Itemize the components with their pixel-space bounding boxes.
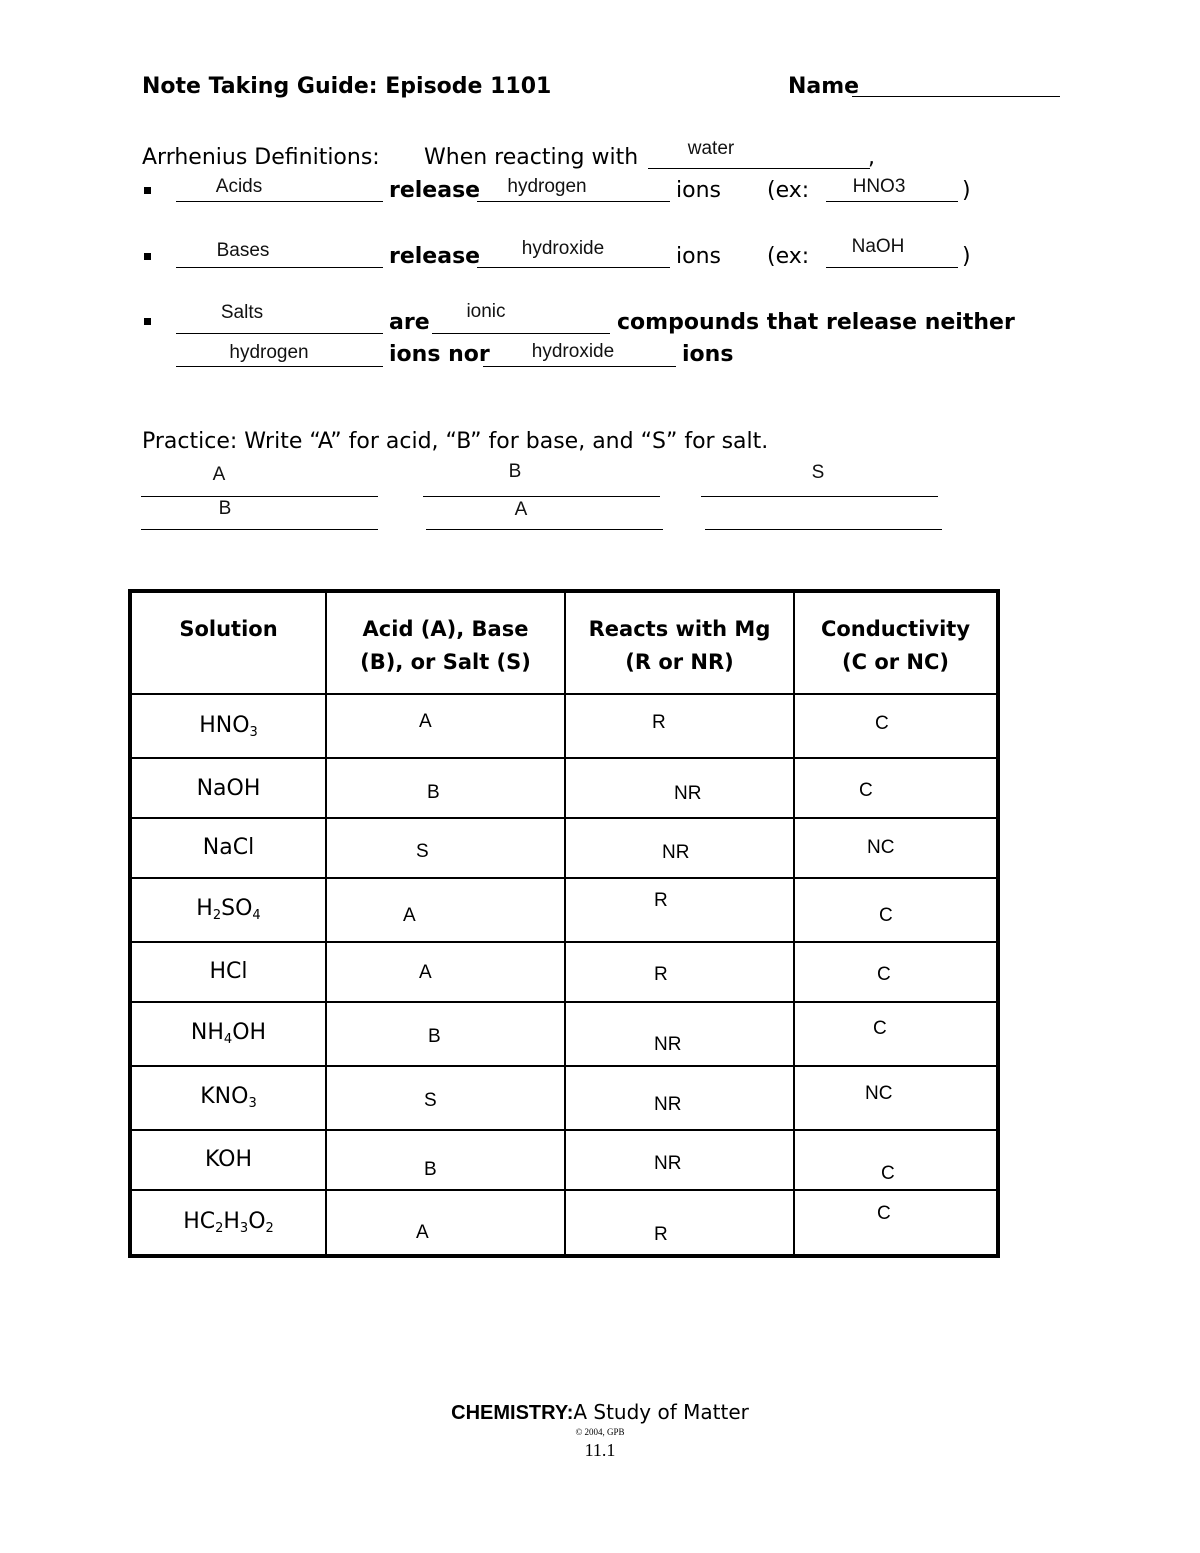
salts-end: ions: [682, 342, 734, 367]
footer-copyright: © 2004, GPB: [575, 1427, 625, 1437]
mg-cell: R: [565, 1190, 794, 1256]
bases-ion: hydroxide: [521, 238, 605, 259]
solution-cell: NaOH: [130, 758, 326, 818]
table-header-row: [130, 591, 998, 694]
conductivity-cell: NC: [794, 1066, 998, 1130]
bases-ions-word: ions: [676, 244, 721, 269]
mg-cell: NR: [565, 1002, 794, 1066]
salts-type-blank: [432, 333, 610, 334]
salts-term-blank: [176, 333, 383, 334]
bases-example-blank: [826, 267, 958, 268]
mg-cell: NR: [565, 1066, 794, 1130]
bullet-bases: [144, 253, 151, 260]
solution-cell: HCl: [130, 942, 326, 1002]
mg-cell: NR: [565, 818, 794, 878]
table-row: [130, 758, 998, 818]
type-cell: B: [326, 1130, 565, 1190]
acids-example: HNO3: [852, 176, 906, 197]
header-type: Acid (A), Base (B), or Salt (S): [326, 591, 565, 694]
bases-term: Bases: [216, 240, 270, 261]
acids-ex-open: (ex:: [767, 178, 810, 203]
table-row: [130, 878, 998, 942]
conductivity-cell: C: [794, 942, 998, 1002]
solution-cell: KOH: [130, 1130, 326, 1190]
salts-are: are: [389, 310, 430, 335]
bases-term-blank: [176, 267, 383, 268]
practice-answer-2: B: [508, 461, 522, 482]
bases-example: NaOH: [851, 236, 905, 257]
salts-term: Salts: [220, 302, 264, 323]
acids-ion: hydrogen: [507, 176, 587, 197]
table-row: [130, 1130, 998, 1190]
type-cell: A: [326, 942, 565, 1002]
practice-blank-1: [141, 496, 378, 497]
conductivity-cell: C: [794, 758, 998, 818]
mg-cell: R: [565, 878, 794, 942]
name-field[interactable]: [852, 96, 1060, 97]
name-label: Name: [788, 74, 860, 99]
header-mg: Reacts with Mg (R or NR): [565, 591, 794, 694]
conductivity-cell: C: [794, 1130, 998, 1190]
solution-cell: $HC_2H_3O_2$: [130, 1190, 326, 1256]
bullet-salts: [144, 318, 151, 325]
practice-instruction: Practice: Write “A” for acid, “B” for base, and “S” for salt.: [142, 429, 769, 454]
type-cell: A: [326, 1190, 565, 1256]
table-row: [130, 942, 998, 1002]
table-row: [130, 694, 998, 758]
salts-type: ionic: [466, 301, 506, 322]
page-number: 11.1: [584, 1440, 616, 1460]
definitions-intro: When reacting with: [424, 145, 639, 170]
practice-blank-5: [426, 529, 663, 530]
definitions-heading: Arrhenius Definitions:: [142, 145, 380, 170]
conductivity-cell: NC: [794, 818, 998, 878]
header-solution: Solution: [130, 591, 326, 694]
practice-answer-4: B: [218, 498, 232, 519]
type-cell: B: [326, 1002, 565, 1066]
mg-cell: NR: [565, 758, 794, 818]
solutions-table: [128, 589, 1000, 1258]
type-cell: B: [326, 758, 565, 818]
salts-nor: ions nor: [389, 342, 490, 367]
acids-example-blank: [826, 201, 958, 202]
table-row: [130, 1002, 998, 1066]
type-cell: S: [326, 1066, 565, 1130]
mg-cell: NR: [565, 1130, 794, 1190]
solution-cell: $H_2SO_4$: [130, 878, 326, 942]
acids-ex-close: ): [962, 178, 971, 203]
practice-blank-2: [423, 496, 660, 497]
conductivity-cell: C: [794, 694, 998, 758]
salts-ion2-blank: [483, 366, 676, 367]
salts-ion1-blank: [176, 366, 383, 367]
salts-text: compounds that release neither: [617, 310, 1015, 335]
practice-answer-3: S: [811, 462, 825, 483]
bases-ex-open: (ex:: [767, 244, 810, 269]
solution-cell: $NH_4OH$: [130, 1002, 326, 1066]
acids-ions-word: ions: [676, 178, 721, 203]
footer-brand: CHEMISTRY:A Study of Matter: [451, 1400, 749, 1424]
solution-cell: $HNO_3$: [130, 694, 326, 758]
conductivity-cell: C: [794, 1190, 998, 1256]
acids-term: Acids: [215, 176, 263, 197]
practice-blank-3: [701, 496, 938, 497]
bullet-acids: [144, 187, 151, 194]
type-cell: A: [326, 694, 565, 758]
table-row: [130, 818, 998, 878]
practice-blank-6: [705, 529, 942, 530]
acids-ion-blank: [477, 201, 670, 202]
bases-ex-close: ): [962, 244, 971, 269]
acids-release: release: [389, 178, 481, 203]
header-conductivity: Conductivity (C or NC): [794, 591, 998, 694]
mg-cell: R: [565, 694, 794, 758]
type-cell: S: [326, 818, 565, 878]
bases-release: release: [389, 244, 481, 269]
practice-answer-5: A: [514, 499, 528, 520]
intro-blank: [648, 168, 870, 169]
solution-cell: $KNO_3$: [130, 1066, 326, 1130]
intro-answer: water: [687, 138, 735, 159]
comma: ,: [868, 145, 875, 170]
bases-ion-blank: [477, 267, 670, 268]
page-title: Note Taking Guide: Episode 1101: [142, 74, 552, 99]
conductivity-cell: C: [794, 1002, 998, 1066]
conductivity-cell: C: [794, 878, 998, 942]
table-row: [130, 1066, 998, 1130]
salts-ion2: hydroxide: [531, 341, 615, 362]
practice-answer-1: A: [212, 464, 226, 485]
salts-ion1: hydrogen: [229, 342, 309, 363]
table-row: [130, 1190, 998, 1256]
solution-cell: NaCl: [130, 818, 326, 878]
acids-term-blank: [176, 201, 383, 202]
mg-cell: R: [565, 942, 794, 1002]
practice-blank-4: [141, 529, 378, 530]
type-cell: A: [326, 878, 565, 942]
